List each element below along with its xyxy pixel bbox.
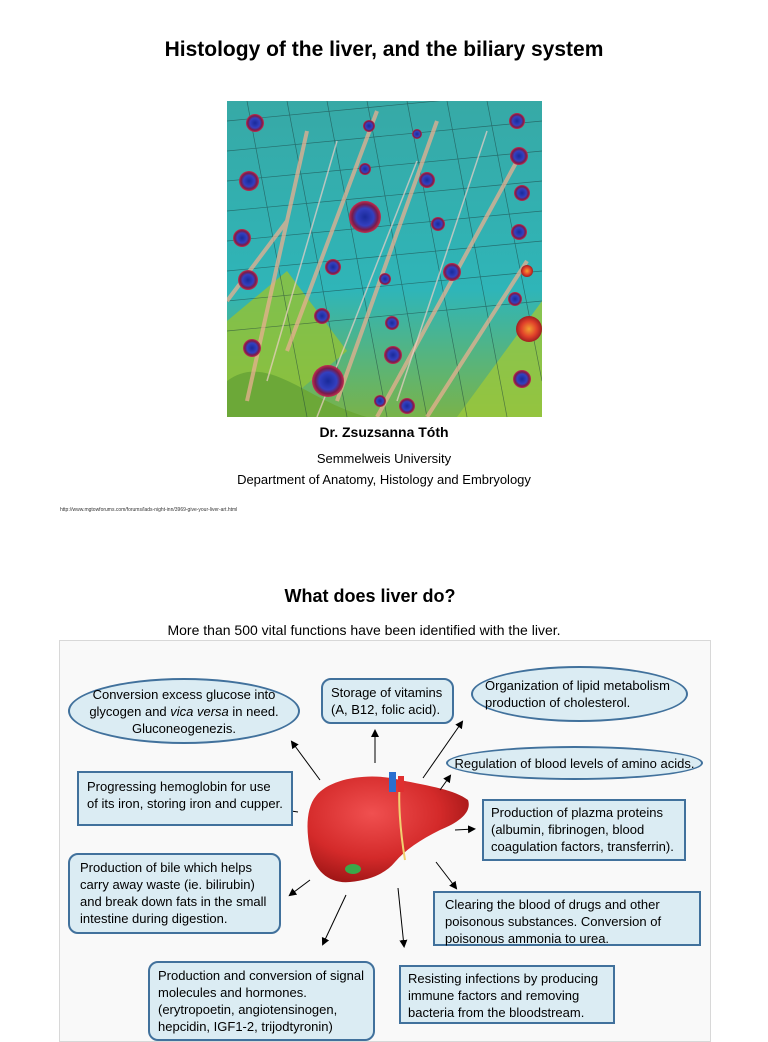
function-lipid: Organization of lipid metabolism production of cholesterol.: [471, 666, 688, 722]
function-vitamins: Storage of vitamins (A, B12, folic acid).: [321, 678, 454, 724]
author-name: Dr. Zsuzsanna Tóth: [319, 424, 449, 440]
liver-icon: [308, 772, 469, 882]
function-amino: Regulation of blood levels of amino acids.: [446, 746, 703, 780]
function-glucose: [68, 678, 300, 744]
section-title: What does liver do?: [284, 586, 456, 606]
function-bile: Production of bile which helps carry away waste (ie. bilirubin) and break down fats in the small intestine during digestion.: [68, 853, 281, 934]
function-plasma: Production of plazma proteins (albumin, fibrinogen, blood coagulation factors, transferrin).: [482, 799, 686, 861]
intro-text: More than 500 vital functions have been identified with the liver.: [167, 622, 561, 638]
university: Semmelweis University: [316, 451, 452, 466]
function-glucose-text: Conversion excess glucose into glycogen and vica versa in need. Gluconeogenezis.: [89, 686, 279, 736]
function-infections: Resisting infections by producing immune factors and removing bacteria from the bloodstream.: [399, 965, 615, 1024]
function-hormones: Production and conversion of signal molecules and hormones. (erytropoetin, angiotensinogen, hepcidin, IGF1-2, trijodtyronin): [148, 961, 375, 1041]
function-hemoglobin: Progressing hemoglobin for use of its iron, storing iron and cupper.: [77, 771, 293, 826]
page-title: Histology of the liver, and the biliary system: [164, 38, 604, 61]
department: Department of Anatomy, Histology and Embryology: [237, 472, 531, 487]
image-source-url[interactable]: http://www.mgtowforums.com/forums/lads-night-inn/3969-give-your-liver-art.html: [60, 507, 238, 513]
function-drugs: Clearing the blood of drugs and other poisonous substances. Conversion of poisonous ammonia to urea.: [433, 891, 701, 946]
